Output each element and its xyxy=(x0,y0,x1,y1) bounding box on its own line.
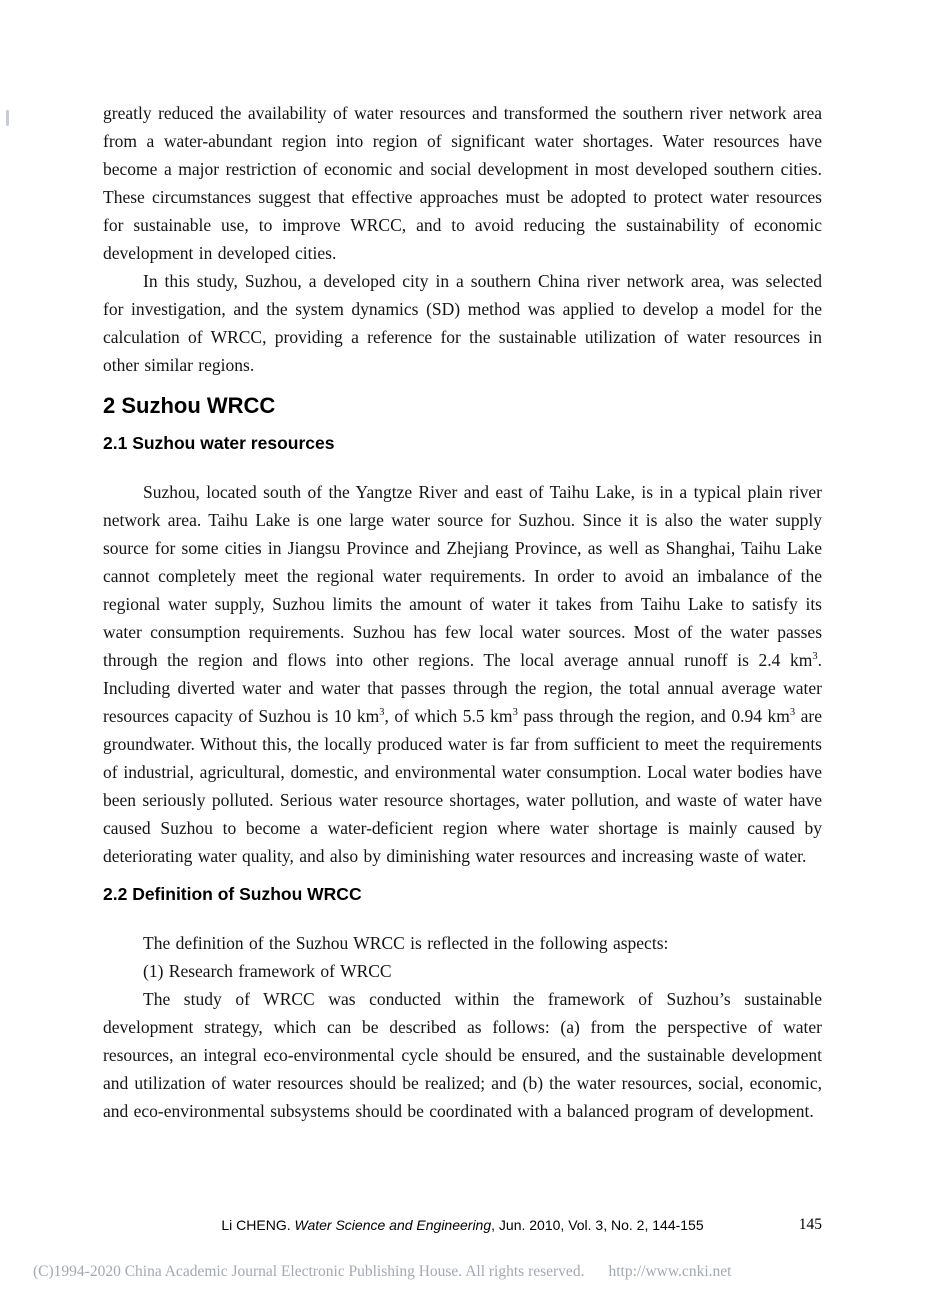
edge-scan-artifact xyxy=(6,110,9,126)
section-heading-2: 2 Suzhou WRCC xyxy=(103,393,276,418)
watermark-url: http://www.cnki.net xyxy=(608,1263,732,1280)
paragraph-list-item-1: (1) Research framework of WRCC xyxy=(143,961,392,981)
copyright-watermark xyxy=(33,1263,731,1281)
paragraph-definition-intro: The definition of the Suzhou WRCC is reflected in the following aspects: xyxy=(143,933,669,953)
citation-issue-info: , Jun. 2010, Vol. 3, No. 2, 144-155 xyxy=(491,1217,704,1233)
paragraph-continuation: greatly reduced the availability of water resources and transformed the southern river network area from a water-abundant region into region of significant water shortages. Water resources have become a major restriction of economic and social development in most developed southern cities. These circumstances suggest that effective approaches must be adopted to protect water resources for sustainable use, to improve WRCC, and to avoid reducing the sustainability of economic development in developed cities. xyxy=(103,103,822,263)
copyright-notice: (C)1994-2020 China Academic Journal Electronic Publishing House. All rights reserved. xyxy=(33,1263,585,1280)
article-body xyxy=(103,99,822,1125)
footer-citation xyxy=(103,1217,822,1233)
citation-journal-title: Water Science and Engineering xyxy=(294,1217,492,1233)
page-footer xyxy=(103,1217,822,1239)
subsection-heading-2-2: 2.2 Definition of Suzhou WRCC xyxy=(103,884,362,904)
subsection-heading-2-1: 2.1 Suzhou water resources xyxy=(103,433,335,453)
page-number: 145 xyxy=(798,1216,822,1233)
paragraph-suzhou-water-resources: Suzhou, located south of the Yangtze River and east of Taihu Lake, is in a typical plain river network area. Taihu Lake is one large water source for Suzhou. Since it is also the water supply source for some cities in Jiangsu Province and Zhejiang Province, as well as Shanghai, Taihu Lake cannot completely meet the regional water requirements. In order to avoid an imbalance of the regional water supply, Suzhou limits the amount of water it takes from Taihu Lake to satisfy its water consumption requirements. Suzhou has few local water sources. Most of the water passes through the region and flows into other regions. The local average annual runoff is 2.4 $km^3$. Including diverted water and water that passes through the region, the total annual average water resources capacity of Suzhou is 10 $km^3$, of which 5.5 $km^3$ pass through the region, and 0.94 $km^3$ are groundwater. Without this, the locally produced water is far from sufficient to meet the requirements of industrial, agricultural, domestic, and environmental water consumption. Local water bodies have been seriously polluted. Serious water resource shortages, water pollution, and waste of water have caused Suzhou to become a water-deficient region where water shortage is mainly caused by deteriorating water quality, and also by diminishing water resources and increasing waste of water. xyxy=(103,482,823,866)
paragraph-study-intro: In this study, Suzhou, a developed city in a southern China river network area, was selected for investigation, and the system dynamics (SD) method was applied to develop a model for the calculation of WRCC, providing a reference for the sustainable utilization of water resources in other similar regions. xyxy=(103,271,822,375)
citation-author: Li CHENG. xyxy=(221,1217,295,1233)
paragraph-research-framework: The study of WRCC was conducted within the framework of Suzhou’s sustainable development strategy, which can be described as follows: (a) from the perspective of water resources, an integral eco-environmental cycle should be ensured, and the sustainable development and utilization of water resources should be realized; and (b) the water resources, social, economic, and eco-environmental subsystems should be coordinated with a balanced program of development. xyxy=(103,989,822,1121)
